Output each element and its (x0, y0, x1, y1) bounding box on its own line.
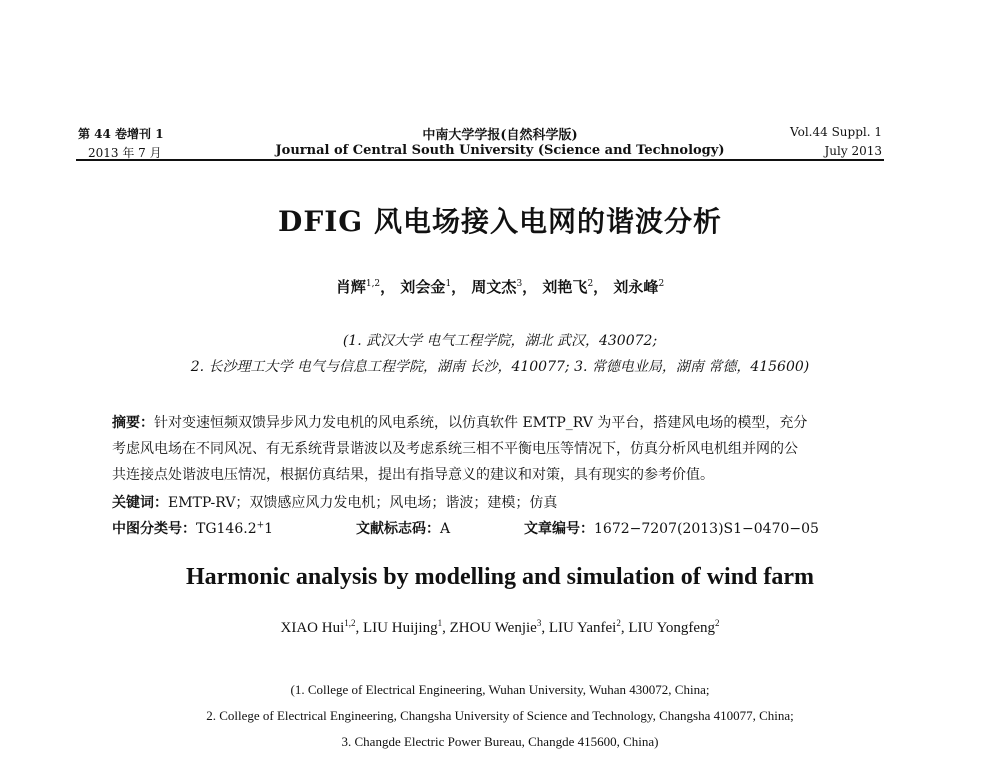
keywords-text: EMTP-RV；双馈感应风力发电机；风电场；谐波；建模；仿真 (168, 495, 558, 511)
author-en: XIAO Hui$^{1,2}$, (280, 618, 363, 636)
header-date-cn: 2013 年 7 月 (88, 146, 162, 160)
header-date-en: July 2013 (824, 144, 882, 158)
document-code: 文献标志码：A (356, 521, 451, 537)
affiliation-cn-line-1: (1. 武汉大学 电气工程学院，湖北 武汉，430072; (342, 333, 658, 349)
abstract-cn-line-3: 共连接点处谐波电压情况，根据仿真结果，提出有指导意义的建议和对策，具有现实的参考价值。 (112, 467, 714, 483)
header-volume-en: Vol.44 Suppl. 1 (790, 125, 882, 139)
abstract-cn-line-2: 考虑风电场在不同风况、有无系统背景谐波以及考虑系统三相不平衡电压等情况下，仿真分析风电机组并网的公 (112, 441, 798, 457)
affiliation-en-line-2: 2. College of Electrical Engineering, Changsha University of Science and Technology, Changsha 410077, China; (206, 708, 794, 723)
header-rule (76, 159, 884, 161)
author-cn: 刘艳飞$^2$， (542, 278, 609, 296)
author-list-en (0, 620, 1000, 637)
clc-number: 中图分类号：TG146.2+1 (112, 520, 274, 537)
paper-title-cn: DFIG 风电场接入电网的谐波分析 (278, 205, 722, 238)
author-en: LIU Yanfei$^2$, (548, 618, 629, 636)
journal-name-en: Journal of Central South University (Science and Technology) (275, 143, 725, 158)
abstract-label: 摘要： (112, 415, 154, 431)
affiliation-cn-line-2: 2. 长沙理工大学 电气与信息工程学院，湖南 长沙，410077; 3. 常德电业局，湖南 常德，415600) (190, 359, 810, 375)
author-list-cn (0, 276, 1000, 297)
article-number: 文章编号：1672−7207(2013)S1−0470−05 (524, 521, 819, 537)
affiliation-en-line-1: (1. College of Electrical Engineering, Wuhan University, Wuhan 430072, China; (290, 682, 710, 697)
abstract-cn-line-1 (112, 412, 807, 432)
journal-name-cn: 中南大学学报(自然科学版) (422, 128, 578, 143)
author-cn: 周文杰$^3$， (471, 278, 538, 296)
abstract-text: 针对变速恒频双馈异步风力发电机的风电系统，以仿真软件 EMTP_RV 为平台，搭建风电场的模型，充分 (154, 415, 808, 431)
author-en: ZHOU Wenjie$^3$, (449, 618, 549, 636)
paper-title-en: Harmonic analysis by modelling and simulation of wind farm (185, 564, 815, 590)
keywords-label: 关键词： (112, 495, 168, 511)
keywords-cn (112, 492, 557, 512)
author-en: LIU Yongfeng$^2$ (628, 618, 720, 636)
affiliation-en-line-3: 3. Changde Electric Power Bureau, Changde 415600, China) (341, 734, 659, 749)
author-cn: 刘永峰$^2$ (613, 278, 665, 296)
author-en: LIU Huijing$^1$, (363, 618, 450, 636)
author-cn: 肖辉$^{1,2}$， (335, 278, 396, 296)
header-volume-cn: 第 44 卷增刊 1 (78, 127, 164, 141)
author-cn: 刘会金$^1$， (400, 278, 467, 296)
